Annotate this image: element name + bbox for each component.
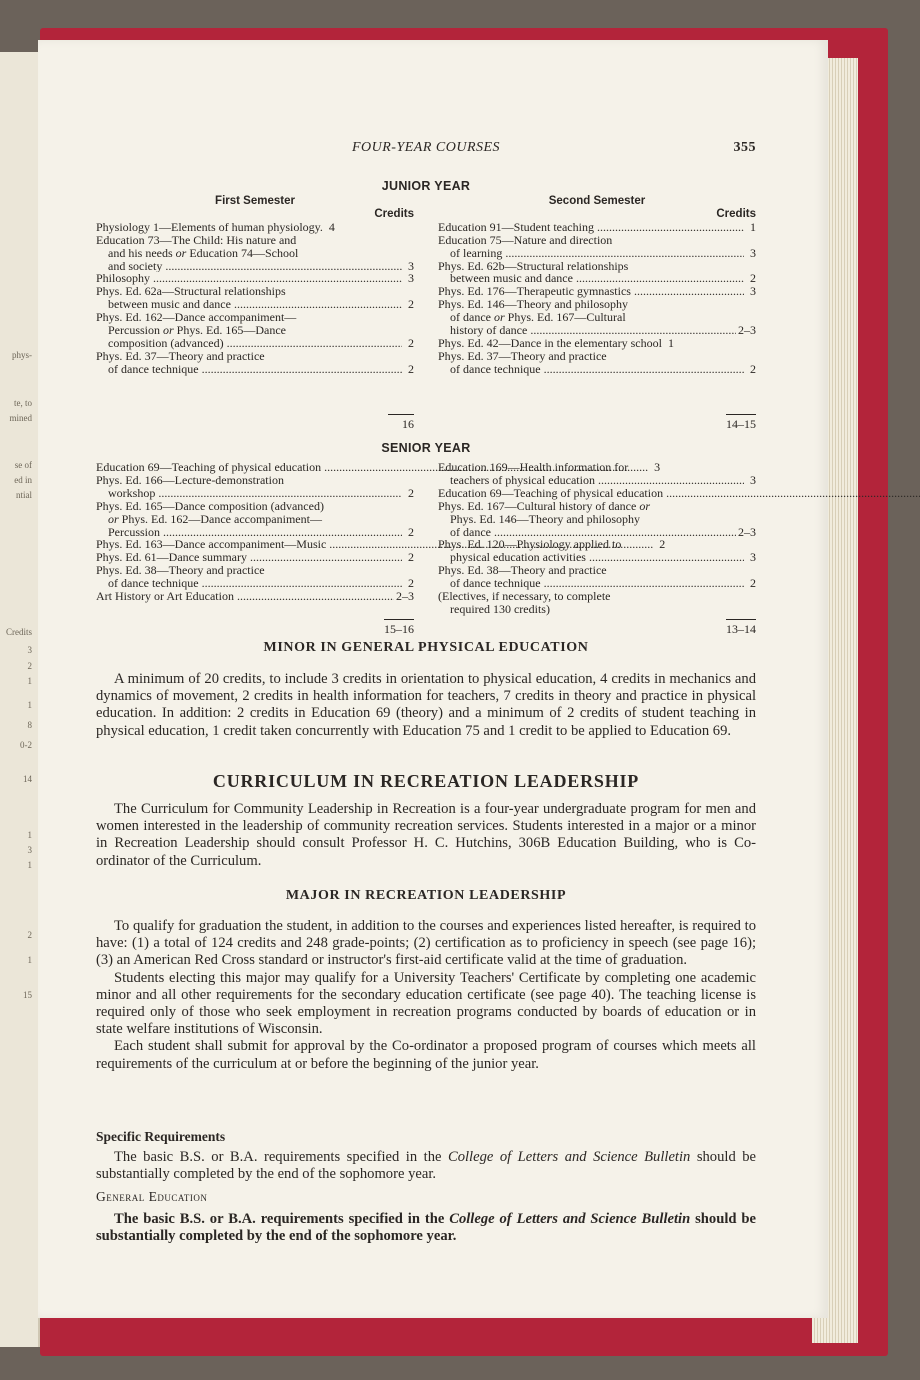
left-page-fragment: 1	[27, 955, 32, 965]
course-line: Phys. Ed. 146—Theory and philosophy	[450, 511, 640, 526]
course-line: history of dance ..... 2–3	[438, 324, 756, 337]
major-heading: MAJOR IN RECREATION LEADERSHIP	[285, 888, 567, 903]
running-head-title: FOUR-YEAR COURSES	[351, 140, 501, 155]
left-page-fragment: Credits	[6, 627, 32, 637]
junior-year-heading: JUNIOR YEAR	[381, 179, 471, 193]
minor-heading: MINOR IN GENERAL PHYSICAL EDUCATION	[263, 640, 589, 655]
junior-second-semester	[438, 195, 756, 376]
course-line: teachers of physical education ..... 3	[438, 474, 756, 487]
course-line: Percussion or Phys. Ed. 165—Dance	[108, 323, 286, 338]
course-line: Phys. Ed. 42—Dance in the elementary school 1	[438, 335, 674, 350]
page-number: 355	[733, 140, 756, 155]
course-line: Education 69—Teaching of physical education .....	[438, 487, 756, 500]
course-line: Phys. Ed. 166—Lecture-demonstration	[96, 472, 284, 487]
left-page-fragment: ed in	[14, 475, 32, 485]
course-line: Phys. Ed. 62b—Structural relationships	[438, 258, 629, 273]
course-line: Physiology 1—Elements of human physiology. 4	[96, 219, 335, 234]
senior-year-heading: SENIOR YEAR	[381, 441, 471, 455]
course-line: Education 73—The Child: His nature and	[96, 232, 297, 247]
left-page-fragment: 2	[27, 930, 32, 940]
junior-first-total: 16	[96, 414, 414, 432]
semester-title: First Semester	[215, 195, 295, 207]
course-line: Phys. Ed. 37—Theory and practice	[96, 348, 265, 363]
course-line: Phys. Ed. 167—Cultural history of dance or	[438, 498, 650, 513]
course-line: and society ..... 3	[96, 260, 414, 273]
course-line: composition (advanced) ..... 2	[96, 337, 414, 350]
course-line: or Phys. Ed. 162—Dance accompaniment—	[108, 511, 322, 526]
left-page-edge	[0, 52, 40, 1347]
general-education-paragraph: The basic B.S. or B.A. requirements specified in the College of Letters and Science Bulletin should be substantially completed by the end of the sophomore year.	[96, 1211, 756, 1245]
course-line: of dance technique ..... 2	[438, 363, 756, 376]
printed-page	[38, 40, 828, 1318]
specific-requirements-paragraph: The basic B.S. or B.A. requirements specified in the College of Letters and Science Bulletin should be substantially completed by the end of the sophomore year.	[96, 1149, 757, 1183]
course-line: Education 69—Teaching of physical education ..... 3	[96, 461, 414, 474]
course-line: Philosophy ..... 3	[96, 272, 414, 285]
course-line: Phys. Ed. 176—Therapeutic gymnastics ..... 3	[438, 285, 756, 298]
course-line: Education 169—Health information for	[438, 460, 629, 474]
course-line: Phys. Ed. 163—Dance accompaniment—Music ..... 2	[96, 538, 414, 551]
course-line: and his needs or Education 74—School	[108, 245, 299, 260]
course-line: Education 91—Student teaching ..... 1	[438, 221, 756, 234]
credits-label: Credits	[374, 207, 414, 220]
left-page-fragment: te, to	[14, 398, 32, 408]
major-paragraphs	[96, 918, 756, 1073]
course-line: Phys. Ed. 61—Dance summary ..... 2	[96, 551, 414, 564]
left-page-fragment: 3	[27, 645, 32, 655]
course-line: of dance technique ..... 2	[96, 363, 414, 376]
senior-second-total: 13–14	[438, 619, 756, 637]
course-line: Phys. Ed. 38—Theory and practice	[96, 563, 265, 578]
course-line: of dance technique ..... 2	[96, 577, 414, 590]
running-head	[96, 140, 756, 160]
semester-title: Second Semester	[548, 195, 646, 207]
course-line: of dance technique ..... 2	[438, 577, 756, 590]
course-line: Phys. Ed. 165—Dance composition (advanced)	[96, 498, 324, 513]
general-education-heading: General Education	[96, 1189, 208, 1204]
course-line: Education 75—Nature and direction	[438, 232, 613, 247]
course-line: (Electives, if necessary, to complete	[438, 589, 611, 604]
course-line: of learning ..... 3	[438, 247, 756, 260]
course-line: Phys. Ed. 37—Theory and practice	[438, 348, 607, 363]
left-page-fragment: 1	[27, 700, 32, 710]
course-line: Phys. Ed. 146—Theory and philosophy	[438, 297, 628, 312]
major-paragraph-2: Students electing this major may qualify for a University Teachers' Certificate by completing one academic minor and all other requirements for the secondary education certificate (see page 40). The teaching license is required only of those who seek employment in recreation programs conducted by boards of education or in state welfare institutions of Wisconsin.	[96, 969, 756, 1038]
junior-first-semester	[96, 195, 414, 376]
left-page-fragment: ntial	[16, 490, 32, 500]
left-page-fragment: 8	[27, 720, 32, 730]
course-line: Phys. Ed. 62a—Structural relationships	[96, 284, 286, 299]
major-paragraph-3: Each student shall submit for approval by the Co-ordinator a proposed program of courses which meets all requirements of the curriculum at or before the beginning of the junior year.	[96, 1038, 756, 1072]
course-line: between music and dance ..... 2	[96, 298, 414, 311]
course-line: of dance ..... 2–3	[438, 526, 756, 539]
junior-second-total: 14–15	[438, 414, 756, 432]
left-page-fragment: 15	[23, 990, 32, 1000]
course-line: workshop ..... 2	[96, 487, 414, 500]
left-page-fragment: mined	[9, 413, 32, 423]
left-page-fragment: 2	[27, 661, 32, 671]
left-page-fragment: 1	[27, 830, 32, 840]
major-paragraph-1: To qualify for graduation the student, in addition to the courses and experiences listed hereafter, is required to have: (1) a total of 124 credits and 248 grade-points; (2) certification as to proficiency in speech (see page 16); (3) an American Red Cross standard or instructor's first-aid certificate valid at the time of graduation.	[96, 918, 756, 969]
left-page-fragment: 3	[27, 845, 32, 855]
senior-second-semester	[438, 461, 756, 616]
course-line: Phys. Ed. 162—Dance accompaniment—	[96, 310, 297, 325]
credits-label: Credits	[716, 207, 756, 220]
course-line: between music and dance ..... 2	[438, 272, 756, 285]
curriculum-paragraph: The Curriculum for Community Leadership in Recreation is a four-year undergraduate program for men and women interested in the leadership of community recreation services. Students interested in a major or a minor in Recreation Leadership should consult Professor H. C. Hutchins, 306B Education Building, who is Co-ordinator of the Curriculum.	[96, 801, 756, 869]
course-line: of dance or Phys. Ed. 167—Cultural	[450, 310, 626, 325]
curriculum-heading: CURRICULUM IN RECREATION LEADERSHIP	[212, 771, 640, 791]
left-page-fragment: 1	[27, 676, 32, 686]
minor-paragraph: A minimum of 20 credits, to include 3 credits in orientation to physical education, 4 credits in mechanics and dynamics of movement, 2 credits in health information for teachers, 7 credits in theory and practice in physical education. In addition: 2 credits in Education 69 (theory) and a minimum of 2 credits of student teaching in physical education, 1 credit taken concurrently with Education 75 and 1 credit to be applied to Education 69.	[96, 671, 756, 739]
left-page-fragment: 14	[23, 774, 32, 784]
course-line: Phys. Ed. 120—Physiology applied to	[438, 537, 622, 552]
course-line: physical education activities ..... 3	[438, 551, 756, 564]
left-page-fragment: 1	[27, 860, 32, 870]
course-line: Percussion ..... 2	[96, 526, 414, 539]
specific-requirements-heading: Specific Requirements	[96, 1129, 226, 1144]
left-page-fragment: phys-	[12, 350, 32, 360]
course-line: Phys. Ed. 38—Theory and practice	[438, 563, 607, 578]
course-line: required 130 credits)	[450, 601, 550, 616]
left-page-fragment: 0-2	[20, 740, 32, 750]
left-page-fragment: se of	[14, 460, 32, 470]
course-line: Art History or Art Education ..... 2–3	[96, 590, 414, 603]
senior-first-total: 15–16	[96, 619, 414, 637]
